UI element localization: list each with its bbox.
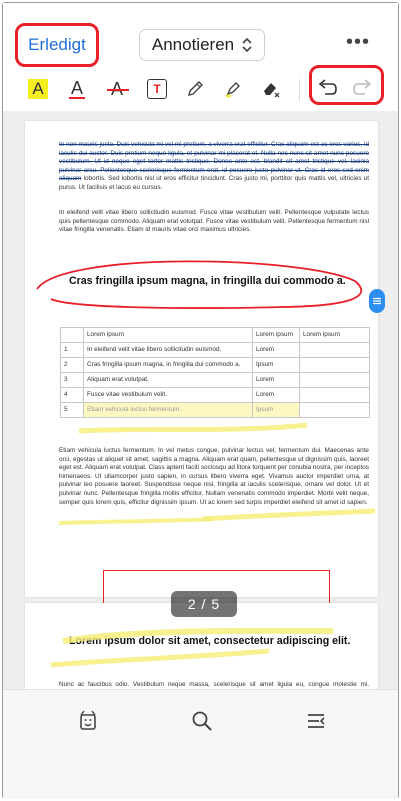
table-header-cell: Lorem ipsum xyxy=(300,328,370,343)
table-cell: Lorem xyxy=(253,343,300,358)
underline-text-icon: A xyxy=(70,78,83,98)
highlight-text-tool[interactable] xyxy=(24,75,52,103)
highlight-text-icon: A xyxy=(28,79,48,99)
table-header-cell: Lorem ipsum xyxy=(84,328,253,343)
pencil-icon xyxy=(185,79,205,99)
pencil-tool[interactable] xyxy=(181,75,209,103)
table-header-cell: Lorem ipsum xyxy=(253,328,300,343)
paragraph-1-rest: lobortis. Sed lobortis nisl ut eros efficitur tincidunt. Cras justo mi, porttitor quis mattis vel, ultricies ut purus. Ut facilisis et lacus eu cursus. xyxy=(59,175,369,191)
table-cell: In eleifend velit vitae libero sollicitudin euismod. xyxy=(84,343,253,358)
table-header-cell xyxy=(61,328,84,343)
table-row xyxy=(61,358,370,373)
toolbar-divider xyxy=(299,79,300,101)
table-cell: 5 xyxy=(61,403,84,418)
section-heading-2: Lorem ipsum dolor sit amet, consectetur adipiscing elit. xyxy=(69,635,351,647)
undo-redo-annotation-box xyxy=(309,65,384,105)
document-page xyxy=(25,121,378,597)
table-cell: 1 xyxy=(61,343,84,358)
paragraph-4: Nunc ac faucibus odio. Vestibulum neque massa, scelerisque sit amet ligula eu, congue molestie mi. xyxy=(59,681,369,688)
insert-text-tool[interactable] xyxy=(143,75,171,103)
data-table xyxy=(60,327,370,418)
table-row xyxy=(61,373,370,388)
outline-button[interactable] xyxy=(301,706,331,736)
scroll-handle[interactable] xyxy=(369,289,385,313)
strikethrough-text-tool[interactable] xyxy=(103,75,131,103)
table-cell: 2 xyxy=(61,358,84,373)
done-button[interactable]: Erledigt xyxy=(15,23,99,67)
text-box-icon: T xyxy=(147,79,167,99)
table-header-row xyxy=(61,328,370,343)
table-cell: Fusce vitae vestibulum velit. xyxy=(84,388,253,403)
strikethrough-text-icon xyxy=(111,80,123,98)
outline-icon xyxy=(304,709,328,733)
chevron-up-down-icon xyxy=(242,37,252,53)
underline-text-tool[interactable] xyxy=(63,75,91,103)
table-cell xyxy=(300,343,370,358)
drag-lines-icon xyxy=(373,297,381,305)
eraser-tool[interactable] xyxy=(257,75,285,103)
eraser-icon xyxy=(260,79,282,99)
thumbnails-icon xyxy=(76,709,100,733)
page-indicator: 2 / 5 xyxy=(171,591,237,617)
section-heading-1: Cras fringilla ipsum magna, in fringilla dui commodo a. xyxy=(69,275,346,287)
table-cell xyxy=(300,388,370,403)
paragraph-1 xyxy=(59,141,369,193)
mode-selector[interactable] xyxy=(139,29,265,61)
table-cell-highlighted: Etiam vehicula luctus fermentum. xyxy=(84,403,253,418)
mode-label: Annotieren xyxy=(151,35,235,54)
more-options-button[interactable]: ••• xyxy=(345,31,370,53)
table-row xyxy=(61,343,370,358)
table-cell: 4 xyxy=(61,388,84,403)
highlighter-icon xyxy=(223,79,243,99)
table-cell xyxy=(300,403,370,418)
thumbnails-button[interactable] xyxy=(73,706,103,736)
table-cell xyxy=(300,373,370,388)
table-cell: Lorem xyxy=(253,388,300,403)
search-icon xyxy=(190,709,214,733)
paragraph-3: Etiam vehicula luctus fermentum. In vel metus congue, pulvinar lectus vel, fermentum dui. Maecenas ante orci, egestas ut aliquet sit amet, sagittis a magna. Aliquam erat quam, pellentesque ut dignissim quis, laoreet eget est. Aliquam erat volutpat. Class aptent taciti sociosqu ad litora torquent per conubia nostra, per inceptos himenaeos. Ut ullamcorper justo sapien, in cursus libero viverra eget. Vivamus auctor imperdiet urna, at pulvinar leo posuere laoreet. Suspendisse neque nisl, fringilla at iaculis scelerisque, ornare vel dolor. Ut et pulvinar nunc. Pellentesque fringilla mollis efficitur. Nullam venenatis commodo imperdiet. Morbi velit neque, semper quis lorem quis, efficitur dignissim ipsum. Ut ac lorem sed turpis imperdiet eleifend sit amet id sapien. xyxy=(59,447,369,506)
table-cell: Ipsum xyxy=(253,358,300,373)
search-button[interactable] xyxy=(187,706,217,736)
strikethrough-text: In non mauris justo. Duis vehicula mi vel mi pretium, a viverra erat efficitur. Cras aliquam est ac eros varius, id iaculis dui auctor. Duis pretium neque ligula, et pulvinar mi placerat et. Nulla nec nunc sit amet nunc posuere vestibulum. Ut id neque eget tortor mattis tristique. Donec ante est, blandit sit amet tristique vel, lacinia pulvinar arcu. Pellentesque scelerisque fermentum erat, id posuere justo pulvinar ut. Cras id eros sed enim aliquam xyxy=(59,141,369,183)
table-row xyxy=(61,388,370,403)
table-cell: Aliquam erat volutpat. xyxy=(84,373,253,388)
app-window xyxy=(2,2,399,799)
table-cell: Cras fringilla ipsum magna, in fringilla dui commodo a. xyxy=(84,358,253,373)
table-cell-highlighted: Ipsum xyxy=(253,403,300,418)
top-bar xyxy=(3,3,398,71)
bottom-bar xyxy=(3,689,398,799)
table-cell: Lorem xyxy=(253,373,300,388)
paragraph-2: In eleifend velit vitae libero sollicitudin euismod. Fusce vitae vestibulum velit. Pellentesque vulputate lectus quis pellentesque commodo. Aliquam erat volutpat. Fusce vitae vestibulum velit. Pellentesque fermentum nisl vitae fringilla venenatis. Etiam id mauris vitae orci maximus ultricies. xyxy=(59,209,369,234)
table-row xyxy=(61,403,370,418)
table-cell: 3 xyxy=(61,373,84,388)
table-cell xyxy=(300,358,370,373)
highlighter-tool[interactable] xyxy=(219,75,247,103)
